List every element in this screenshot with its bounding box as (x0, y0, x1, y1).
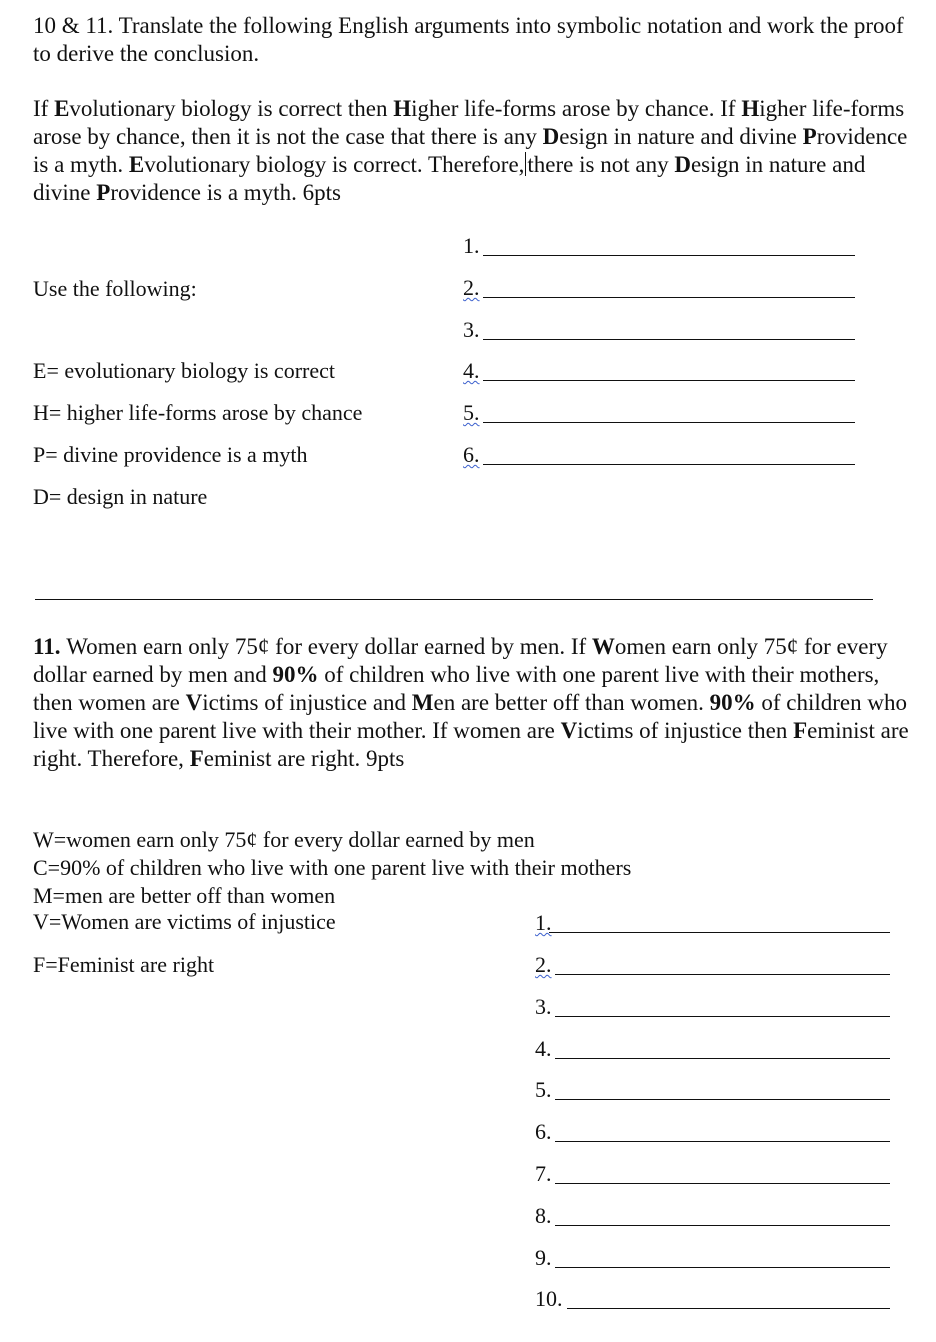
line-number: 6. (535, 1119, 552, 1144)
q11-proof-line-1[interactable] (535, 909, 890, 939)
text-run: rovidence is a myth. (33, 124, 908, 177)
bold-run: H (393, 96, 412, 121)
q11-symbol-f: F=Feminist are right (33, 952, 215, 977)
q11-symbol-v: V=Women are victims of injustice (33, 909, 336, 934)
q11-symbol-w: W=women earn only 75¢ for every dollar earned by men (33, 827, 535, 852)
text-run: esign in nature and divine (33, 152, 866, 205)
text-run: igher life-forms arose by chance. If (411, 96, 742, 121)
text-run: esign in nature and divine (559, 124, 803, 149)
line-number: 1. (535, 910, 552, 935)
text-run: eminist are right. Therefore, (33, 718, 909, 771)
text-run: Women earn only 75¢ for every dollar earned by men. If (66, 634, 592, 659)
bold-run: 90% (709, 690, 756, 715)
text-run: there is not any (527, 152, 675, 177)
line-number: 4. (535, 1036, 552, 1061)
text-run: igher life-forms arose by chance, then it is not the case that there is any (33, 96, 905, 149)
text-run: of children who live with one parent live with their mother. If women are (33, 690, 907, 743)
q11-proof-line-7[interactable] (535, 1160, 890, 1190)
q11-proof-line-6[interactable] (535, 1118, 890, 1148)
line-number: 5. (535, 1077, 552, 1102)
line-number: 7. (535, 1161, 552, 1186)
q11-proof-line-3[interactable] (535, 993, 890, 1023)
bold-run: V (185, 690, 203, 715)
bold-run: M (411, 690, 434, 715)
q11-proof-line-4[interactable] (535, 1035, 890, 1065)
bold-run: 11. (33, 634, 67, 659)
bold-run: W (591, 634, 615, 659)
q11-proof-line-8[interactable] (535, 1202, 890, 1232)
q11-symbol-c: C=90% of children who live with one parent live with their mothers (33, 855, 632, 880)
text-run: en are better off than women. (433, 690, 710, 715)
bold-run: E (128, 152, 145, 177)
bold-run: F (189, 746, 204, 771)
bold-run: D (542, 124, 560, 149)
line-number: 6. (463, 442, 480, 467)
bold-run: H (741, 96, 760, 121)
q10-proof-line-4[interactable] (463, 357, 855, 387)
section-divider (35, 599, 873, 600)
line-number: 2. (535, 952, 552, 977)
use-following-label: Use the following: (33, 276, 197, 301)
q10-proof-line-1[interactable] (463, 232, 855, 262)
line-number: 9. (535, 1245, 552, 1270)
q10-symbol-d: D= design in nature (33, 484, 208, 509)
q10-symbol-p: P= divine providence is a myth (33, 442, 308, 467)
text-run: of children who live with one parent live with their mothers, then women are (33, 662, 880, 715)
q10-proof-line-3[interactable] (463, 316, 855, 346)
text-run: ictims of injustice and (202, 690, 412, 715)
line-number: 3. (535, 994, 552, 1019)
q10-heading: 10 & 11. Translate the following English arguments into symbolic notation and work the proof to derive the conclusion. (33, 13, 904, 66)
bold-run: D (674, 152, 691, 177)
text-run: volutionary biology is correct then (69, 96, 394, 121)
bold-run: F (793, 718, 808, 743)
text-run: eminist are right. 9pts (203, 746, 405, 771)
q11-proof-line-5[interactable] (535, 1076, 890, 1106)
q11-argument (33, 633, 913, 773)
q11-proof-line-2[interactable] (535, 951, 890, 981)
q10-proof-line-5[interactable] (463, 399, 855, 429)
line-number: 5. (463, 400, 480, 425)
bold-run: V (560, 718, 578, 743)
text-run: omen earn only 75¢ for every dollar earned by men and (33, 634, 888, 687)
bold-run: P (802, 124, 817, 149)
text-run: volutionary biology is correct. Therefore, (144, 152, 525, 177)
bold-run: E (54, 96, 70, 121)
q10-symbol-e: E= evolutionary biology is correct (33, 358, 335, 383)
text-run: rovidence is a myth. 6pts (110, 180, 341, 205)
q11-symbol-m: M=men are better off than women (33, 883, 336, 908)
bold-run: P (96, 180, 111, 205)
q10-argument (33, 95, 913, 207)
line-number: 2. (463, 275, 480, 300)
q11-proof-line-10[interactable] (535, 1285, 890, 1315)
line-number: 3. (463, 317, 480, 342)
line-number: 8. (535, 1203, 552, 1228)
q11-proof-line-9[interactable] (535, 1244, 890, 1274)
line-number: 1. (463, 233, 480, 258)
q10-proof-line-2[interactable] (463, 274, 855, 304)
text-run: If (33, 96, 55, 121)
text-run: ictims of injustice then (577, 718, 794, 743)
line-number: 4. (463, 358, 480, 383)
line-number: 10. (535, 1286, 563, 1311)
q10-proof-line-6[interactable] (463, 441, 855, 471)
bold-run: 90% (272, 662, 319, 687)
q10-symbol-h: H= higher life-forms arose by chance (33, 400, 363, 425)
